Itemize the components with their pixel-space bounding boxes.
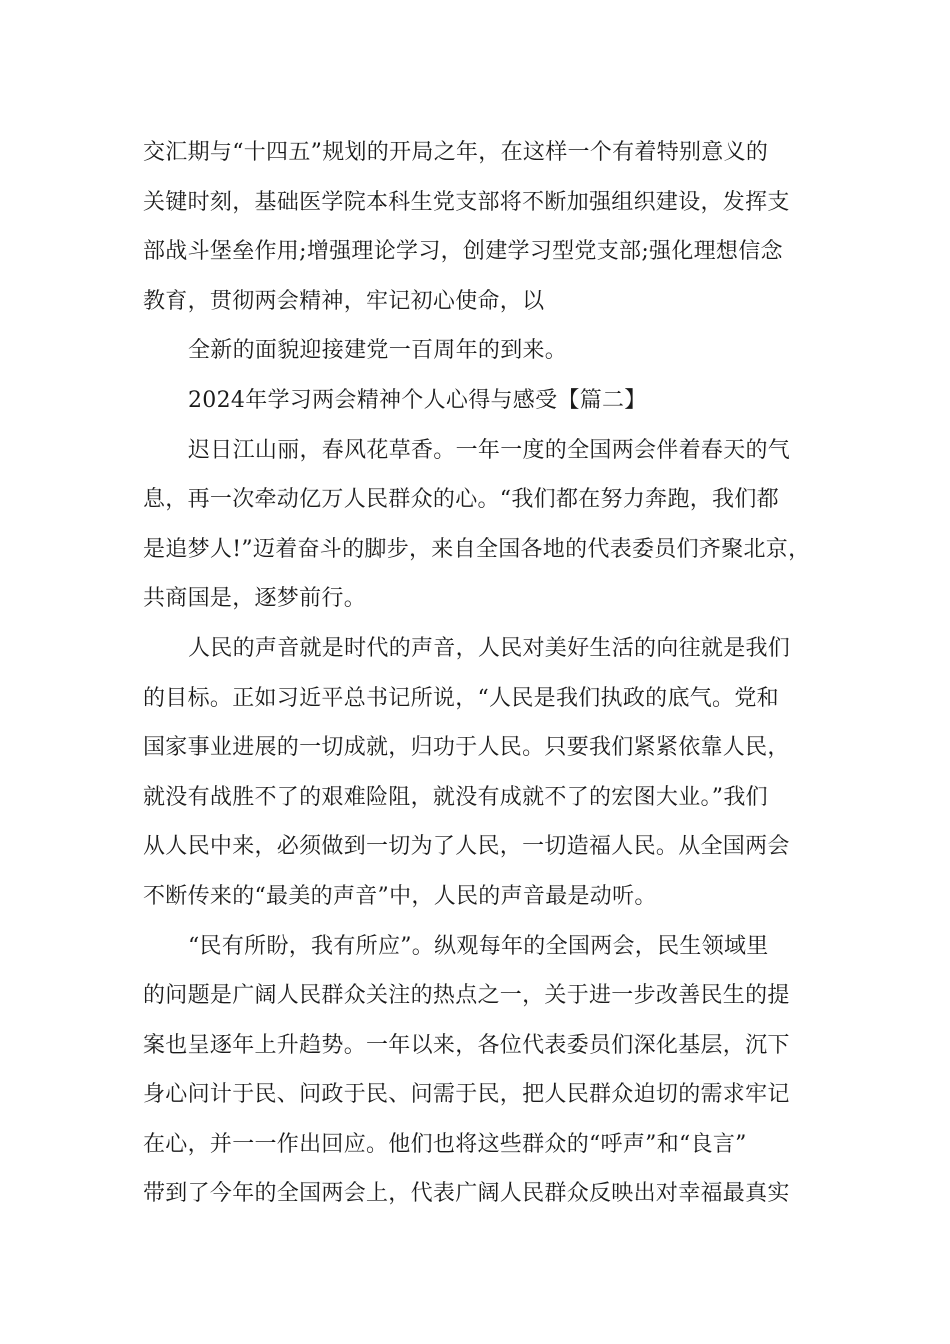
text-line: 就没有战胜不了的艰难险阻，就没有成就不了的宏图大业。”我们 xyxy=(143,784,768,810)
text-line: “民有所盼，我有所应”。纵观每年的全国两会，民生领域里 xyxy=(188,933,769,959)
text-line: 全新的面貌迎接建党一百周年的到来。 xyxy=(188,338,568,364)
text-line: 息，再一次牵动亿万人民群众的心。“我们都在努力奔跑，我们都 xyxy=(143,487,779,513)
text-line: 身心问计于民、问政于民、问需于民，把人民群众迫切的需求牢记 xyxy=(143,1082,790,1108)
section-heading: 2024年学习两会精神个人心得与感受【篇二】 xyxy=(188,387,647,413)
text-line: 案也呈逐年上升趋势。一年以来，各位代表委员们深化基层，沉下 xyxy=(143,1032,790,1058)
text-line: 的目标。正如习近平总书记所说，“人民是我们执政的底气。党和 xyxy=(143,685,779,711)
text-line: 从人民中来，必须做到一切为了人民，一切造福人民。从全国两会 xyxy=(143,834,790,860)
text-line: 教育，贯彻两会精神，牢记初心使命，以 xyxy=(143,288,545,314)
text-line: 在心，并一一作出回应。他们也将这些群众的“呼声”和“良言” xyxy=(143,1131,747,1157)
text-line: 部战斗堡垒作用;增强理论学习，创建学习型党支部;强化理想信念 xyxy=(143,239,783,265)
text-line: 共商国是，逐梦前行。 xyxy=(143,586,367,612)
text-line: 带到了今年的全国两会上，代表广阔人民群众反映出对幸福最真实 xyxy=(143,1181,790,1207)
text-line: 人民的声音就是时代的声音，人民对美好生活的向往就是我们 xyxy=(188,635,791,661)
text-line: 是追梦人!”迈着奋斗的脚步，来自全国各地的代表委员们齐聚北京， xyxy=(143,536,811,562)
body-text xyxy=(143,128,823,1219)
text-line: 关键时刻，基础医学院本科生党支部将不断加强组织建设，发挥支 xyxy=(143,189,790,215)
text-line: 交汇期与“十四五”规划的开局之年，在这样一个有着特别意义的 xyxy=(143,140,769,165)
text-line: 迟日江山丽，春风花草香。一年一度的全国两会伴着春天的气 xyxy=(188,437,791,463)
text-line: 的问题是广阔人民群众关注的热点之一，关于进一步改善民生的提 xyxy=(143,983,790,1009)
text-line: 国家事业进展的一切成就，归功于人民。只要我们紧紧依靠人民， xyxy=(143,735,790,761)
text-line: 不断传来的“最美的声音”中，人民的声音最是动听。 xyxy=(143,883,657,909)
